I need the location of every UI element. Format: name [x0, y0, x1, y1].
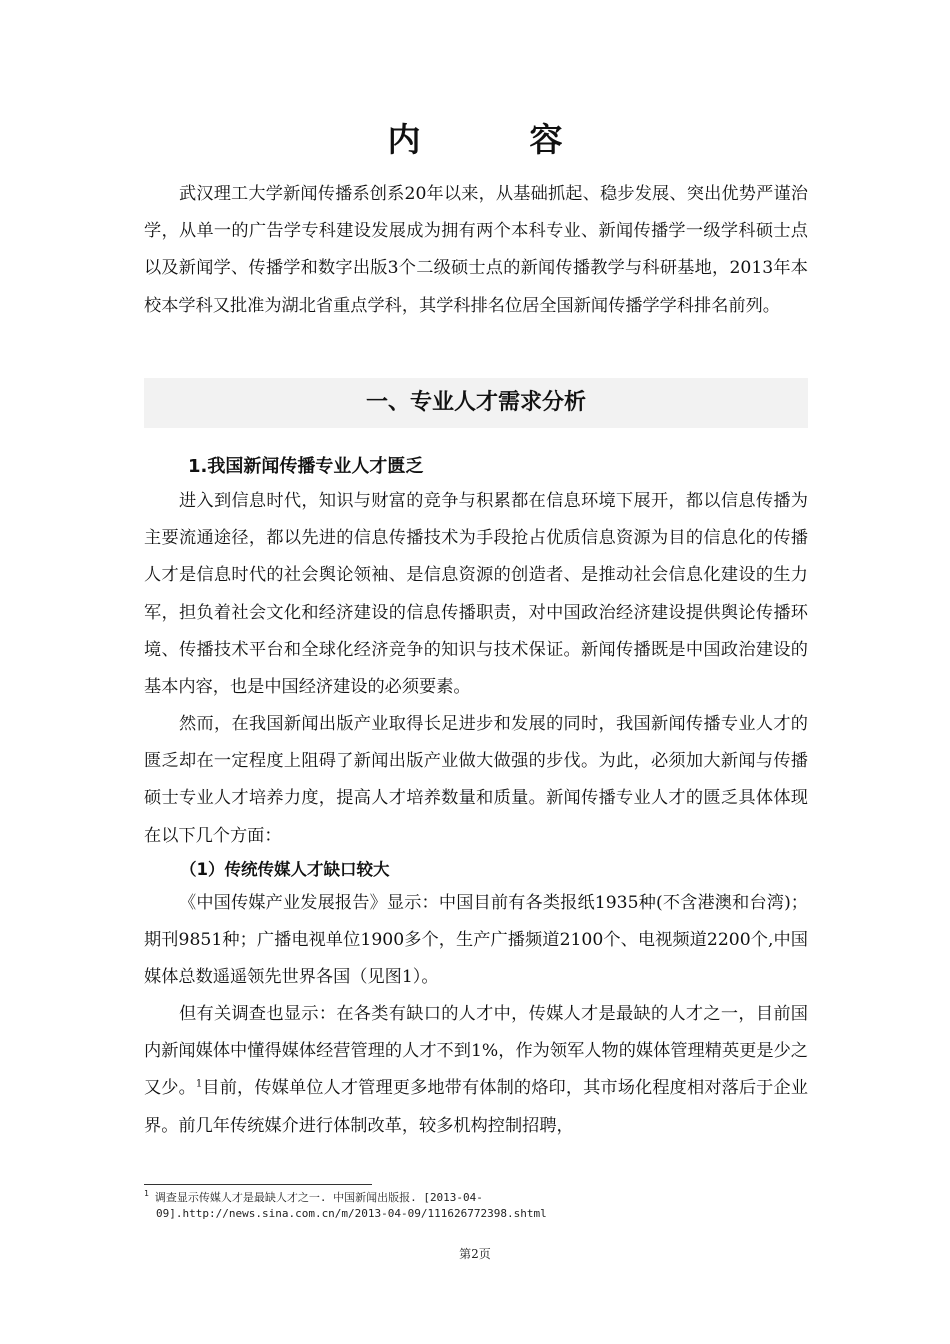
page-number: 第2页	[459, 1247, 491, 1261]
point-paragraph-2-text-b: 目前，传媒单位人才管理更多地带有体制的烙印，其市场化程度相对落后于企业界。前几年传统媒介进行体制改革，较多机构控制招聘，	[144, 1078, 808, 1136]
footnote	[144, 1190, 808, 1222]
subsection-paragraph-2: 然而，在我国新闻出版产业取得长足进步和发展的同时，我国新闻传播专业人才的匮乏却在一定程度上阻碍了新闻出版产业做大做强的步伐。为此，必须加大新闻与传播硕士专业人才培养力度，提高人才培养数量和质量。新闻传播专业人才的匮乏具体体现在以下几个方面：	[144, 714, 808, 846]
point-title: （1）传统传媒人才缺口较大	[180, 860, 390, 879]
footnote-citation: 调查显示传媒人才是最缺人才之一. 中国新闻出版报. [2013-04-	[154, 1191, 483, 1204]
subsection-title: 1.我国新闻传播专业人才匮乏	[188, 456, 424, 477]
footnote-line-1	[144, 1190, 808, 1206]
footnote-reference[interactable]: 1	[195, 1078, 203, 1090]
footnote-line-2[interactable]: 09].http://news.sina.com.cn/m/2013-04-09/111626772398.shtml	[156, 1207, 547, 1220]
subsection-paragraph-1: 进入到信息时代，知识与财富的竞争与积累都在信息环境下展开，都以信息传播为主要流通途径，都以先进的信息传播技术为手段抢占优质信息资源为目的信息化的传播人才是信息时代的社会舆论领袖、是信息资源的创造者、是推动社会信息化建设的生力军，担负着社会文化和经济建设的信息传播职责，对中国政治经济建设提供舆论传播环境、传播技术平台和全球化经济竞争的知识与技术保证。新闻传播既是中国政治建设的基本内容，也是中国经济建设的必须要素。	[144, 491, 808, 698]
section-title: 一、专业人才需求分析	[365, 390, 586, 415]
section-heading-band	[144, 378, 808, 428]
footnote-mark: 1	[144, 1189, 149, 1199]
point-paragraph-2	[144, 996, 808, 1145]
page-title: 内 容	[387, 120, 601, 159]
intro-paragraph: 武汉理工大学新闻传播系创系20年以来，从基础抓起、稳步发展、突出优势严谨治学，从单一的广告学专科建设发展成为拥有两个本科专业、新闻传播学一级学科硕士点以及新闻学、传播学和数字出版3个二级硕士点的新闻传播教学与科研基地，2013年本校本学科又批准为湖北省重点学科，其学科排名位居全国新闻传播学学科排名前列。	[144, 184, 808, 316]
point-paragraph-1: 《中国传媒产业发展报告》显示：中国目前有各类报纸1935种(不含港澳和台湾)；期刊9851种；广播电视单位1900多个，生产广播频道2100个、电视频道2200个,中国媒体总数遥遥领先世界各国（见图1）。	[144, 893, 808, 988]
footnote-separator	[144, 1184, 372, 1185]
point-paragraph-2-text-a: 但有关调查也显示：在各类有缺口的人才中，传媒人才是最缺的人才之一，目前国内新闻媒体中懂得媒体经营管理的人才不到1%，作为领军人物的媒体管理精英更是少之又少。	[144, 1004, 808, 1099]
